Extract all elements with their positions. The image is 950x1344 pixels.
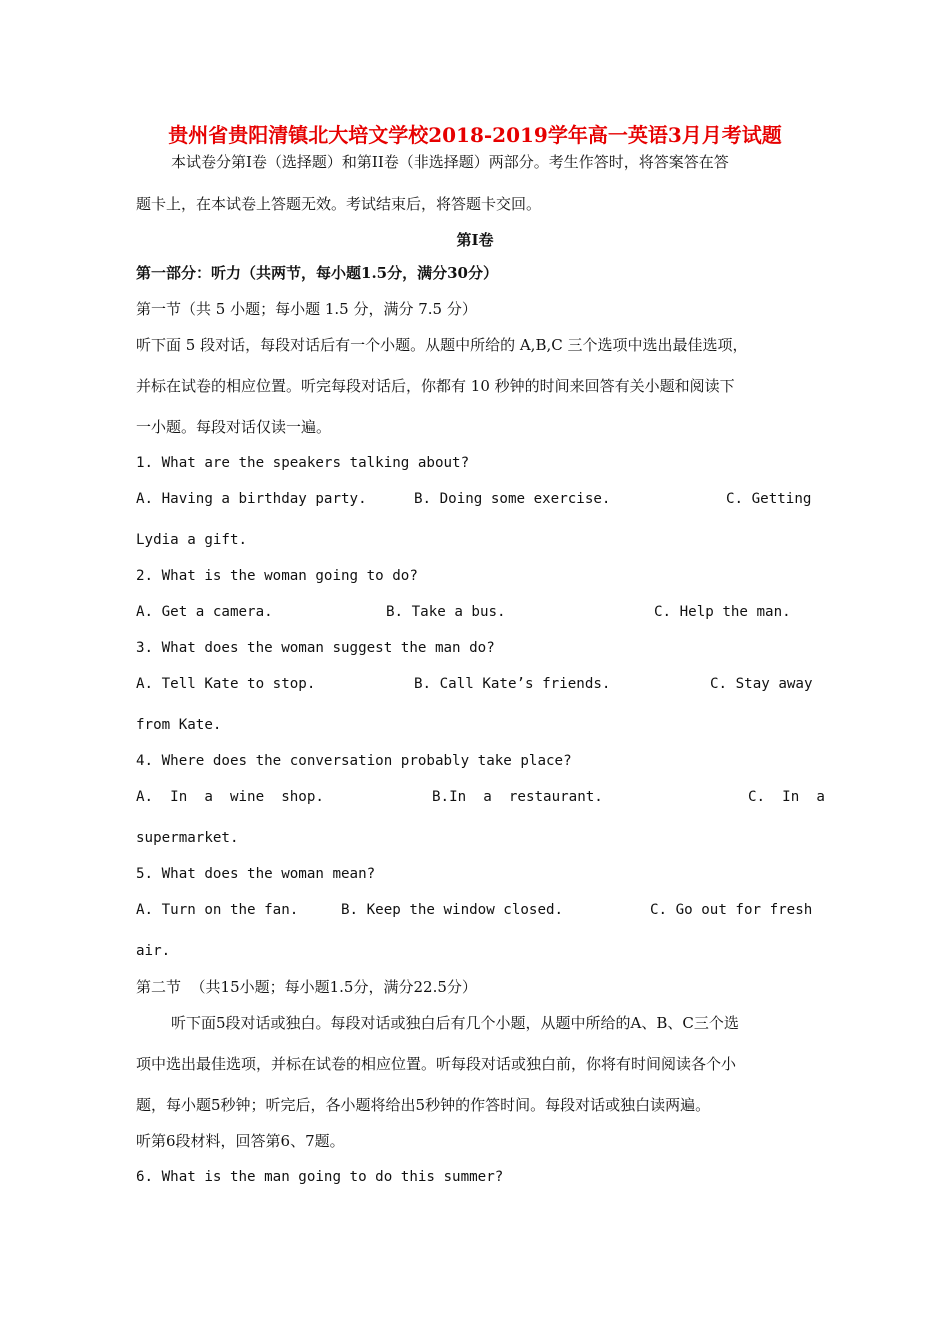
question-4: 4. Where does the conversation probably take place? bbox=[136, 753, 572, 769]
q4-option-c-cont: supermarket. bbox=[136, 830, 239, 846]
q1-option-c: C. Getting bbox=[726, 491, 812, 507]
question-6: 6. What is the man going to do this summer? bbox=[136, 1169, 504, 1185]
q5-option-a: A. Turn on the fan. bbox=[136, 902, 299, 918]
section2-directions-3: 题，每小题5秒钟；听完后，各小题将给出5秒钟的作答时间。每段对话或独白读两遍。 bbox=[136, 1096, 711, 1114]
q1-option-c-cont: Lydia a gift. bbox=[136, 532, 248, 548]
q3-option-c-cont: from Kate. bbox=[136, 717, 222, 733]
material-6-heading: 听第6段材料，回答第6、7题。 bbox=[136, 1132, 345, 1150]
q5-option-b: B. Keep the window closed. bbox=[341, 902, 564, 918]
intro-line-2: 题卡上，在本试卷上答题无效。考试结束后，将答题卡交回。 bbox=[136, 195, 542, 213]
section1-heading: 第一节（共 5 小题；每小题 1.5 分，满分 7.5 分） bbox=[136, 300, 477, 318]
question-3: 3. What does the woman suggest the man do? bbox=[136, 640, 495, 656]
q3-option-b: B. Call Kate’s friends. bbox=[414, 676, 611, 692]
q5-option-c-cont: air. bbox=[136, 943, 171, 959]
q3-option-c: C. Stay away bbox=[710, 676, 813, 692]
section2-directions-1: 听下面5段对话或独白。每段对话或独白后有几个小题，从题中所给的A、B、C三个选 bbox=[171, 1014, 739, 1032]
question-5: 5. What does the woman mean? bbox=[136, 866, 376, 882]
q5-option-c: C. Go out for fresh bbox=[650, 902, 813, 918]
q4-option-b: B.In a restaurant. bbox=[432, 789, 603, 805]
q2-option-c: C. Help the man. bbox=[654, 604, 791, 620]
section1-directions-1: 听下面 5 段对话，每段对话后有一个小题。从题中所给的 A,B,C 三个选项中选出最佳选项， bbox=[136, 336, 748, 354]
part1-heading: 第一部分：听力（共两节，每小题1.5分，满分30分） bbox=[136, 264, 498, 282]
section2-heading: 第二节 （共15小题；每小题1.5分，满分22.5分） bbox=[136, 978, 477, 996]
q2-option-b: B. Take a bus. bbox=[386, 604, 506, 620]
q3-option-a: A. Tell Kate to stop. bbox=[136, 676, 316, 692]
q2-option-a: A. Get a camera. bbox=[136, 604, 273, 620]
q4-option-a: A. In a wine shop. bbox=[136, 789, 324, 805]
q1-option-b: B. Doing some exercise. bbox=[414, 491, 611, 507]
volume-heading: 第Ⅰ卷 bbox=[456, 231, 494, 249]
question-2: 2. What is the woman going to do? bbox=[136, 568, 418, 584]
question-1: 1. What are the speakers talking about? bbox=[136, 455, 470, 471]
intro-line-1: 本试卷分第Ⅰ卷（选择题）和第II卷（非选择题）两部分。考生作答时，将答案答在答 bbox=[171, 153, 729, 171]
section1-directions-3: 一小题。每段对话仅读一遍。 bbox=[136, 418, 332, 436]
exam-title: 贵州省贵阳清镇北大培文学校2018-2019学年高一英语3月月考试题 bbox=[168, 123, 782, 147]
q1-option-a: A. Having a birthday party. bbox=[136, 491, 367, 507]
section1-directions-2: 并标在试卷的相应位置。听完每段对话后，你都有 10 秒钟的时间来回答有关小题和阅读下 bbox=[136, 377, 735, 395]
q4-option-c: C. In a bbox=[748, 789, 825, 805]
section2-directions-2: 项中选出最佳选项，并标在试卷的相应位置。听每段对话或独白前，你将有时间阅读各个小 bbox=[136, 1055, 737, 1073]
